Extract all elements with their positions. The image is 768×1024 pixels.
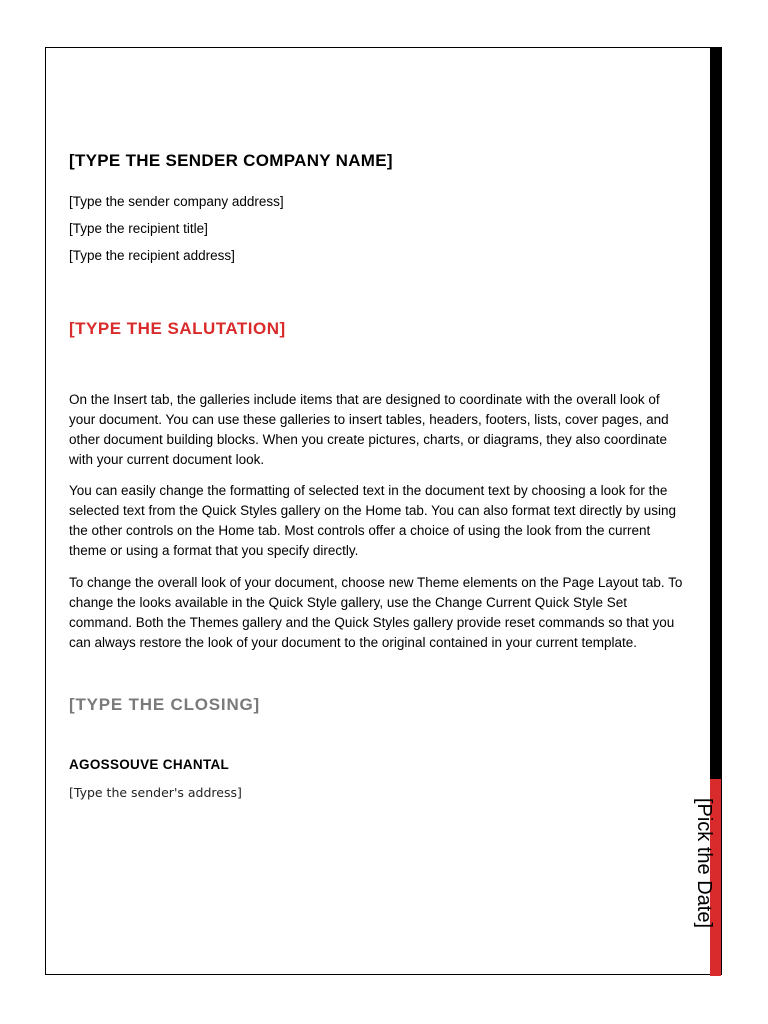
sidebar-black-stripe	[710, 48, 721, 779]
salutation[interactable]: [TYPE THE SALUTATION]	[69, 319, 286, 338]
sender-company-name[interactable]: [TYPE THE SENDER COMPANY NAME]	[69, 151, 393, 170]
sender-company-address[interactable]: [Type the sender company address]	[69, 194, 284, 209]
letter-page	[45, 47, 722, 975]
body-paragraph-1[interactable]: On the Insert tab, the galleries include items that are designed to coordinate with the overall look of your document. You can use these galleries to insert tables, headers, footers, lists, cover pages, and other document building blocks. When you create pictures, charts, or diagrams, they also coordinate with your current document look.	[69, 392, 669, 467]
recipient-address[interactable]: [Type the recipient address]	[69, 248, 235, 263]
sender-address[interactable]: [Type the sender's address]	[69, 785, 242, 800]
sender-name[interactable]: AGOSSOUVE CHANTAL	[69, 757, 230, 772]
body-paragraph-3[interactable]: To change the overall look of your document, choose new Theme elements on the Page Layout tab. To change the looks available in the Quick Style gallery, use the Change Current Quick Style Set command. Both the Themes gallery and the Quick Styles gallery provide reset commands so that you can always restore the look of your document to the original contained in your current template.	[69, 575, 683, 650]
recipient-title[interactable]: [Type the recipient title]	[69, 221, 208, 236]
body-paragraph-2[interactable]: You can easily change the formatting of selected text in the document text by choosing a look for the selected text from the Quick Styles gallery on the Home tab. You can also format text directly by using the other controls on the Home tab. Most controls offer a choice of using the look from the current theme or using a format that you specify directly.	[69, 483, 677, 558]
date-picker-field[interactable]: [Pick the Date]	[693, 797, 715, 929]
closing[interactable]: [TYPE THE CLOSING]	[69, 695, 261, 714]
